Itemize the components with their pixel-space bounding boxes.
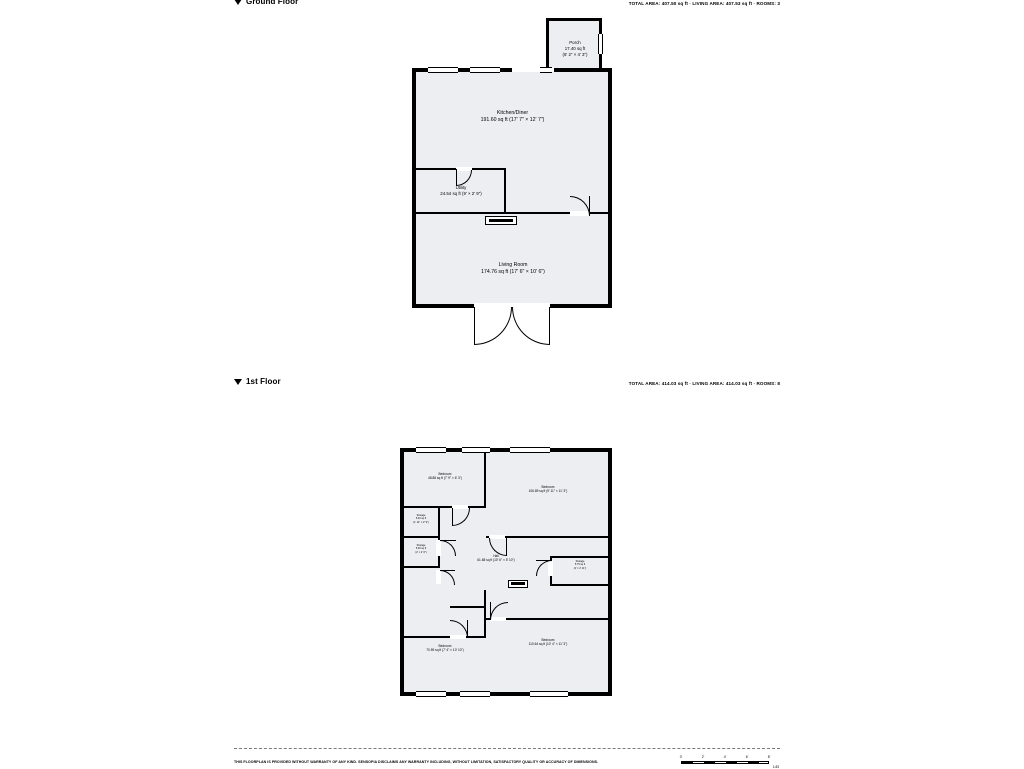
french-door-right-arc [512, 307, 550, 345]
storage-3-dim: (2' × 2' 11") [573, 566, 587, 570]
utility-label: Utility 24.54 sq ft (9' × 2' 9") [440, 185, 482, 196]
first-floor-plan [390, 440, 630, 710]
porch-area: 17.40 sq ft [564, 45, 586, 51]
hall-dim: (10' 6" × 5' 10") [493, 558, 515, 563]
footer-divider [234, 748, 780, 749]
bedroom-2-area: 106.89 sq ft [528, 489, 546, 494]
storage-1-area: 5.40 sq ft [415, 517, 427, 521]
bedroom-3-label: Bedroom 70.59 sq ft (7' 4" × 10' 10") [426, 644, 464, 653]
scale-tick-0: 0' [679, 755, 683, 759]
storage-2-label: Storage 5.00 sq ft (2' × 2' 6") [402, 544, 440, 554]
french-door-right-leaf [549, 307, 550, 345]
french-door-left-arc [474, 307, 512, 345]
bedroom-4-label: Bedroom 110.64 sq ft (10' 4" × 11' 3") [528, 638, 568, 647]
bedroom-2-dim: (9' 11" × 11' 3") [546, 489, 568, 494]
bedroom-1-area: 48.88 sq ft [428, 476, 443, 481]
scale-ratio: 1:83 [772, 765, 779, 769]
first-window-top-1 [416, 447, 446, 453]
first-spine-wall-top [484, 452, 486, 508]
first-wall-storage3-bottom [550, 584, 608, 586]
storage-1-dim: (1' 11" × 2' 9") [413, 520, 429, 524]
storage-3-area: 5.75 sq ft [574, 563, 586, 567]
living-room-label: Living Room 174.76 sq ft (17' 6" × 10' 6") [481, 262, 545, 276]
hall-area: 61.68 sq ft [477, 558, 493, 563]
hall-label: Hall 61.68 sq ft (10' 6" × 5' 10") [477, 554, 515, 563]
ground-wall-right [608, 68, 612, 308]
ground-floor-title: Ground Floor [246, 0, 299, 6]
storage-1-label: Storage 5.40 sq ft (1' 11" × 2' 9") [402, 514, 440, 524]
bed4-door-leaf [490, 602, 491, 620]
storage1-door-leaf [440, 540, 456, 541]
bed3-door-leaf [467, 620, 468, 638]
collapse-triangle-icon[interactable] [234, 0, 242, 5]
scale-tick-2: 4' [723, 755, 727, 759]
first-window-bottom-2 [460, 691, 490, 697]
storage2-door-leaf [440, 570, 455, 571]
storage-2-area: 5.00 sq ft [415, 547, 427, 551]
bedroom-3-area: 70.59 sq ft [426, 648, 442, 653]
kitchen-dim: (17' 7" × 12' 7") [509, 117, 545, 124]
ground-window-top-4 [540, 67, 552, 73]
ground-floor-stats: TOTAL AREA: 407.50 sq ft · LIVING AREA: 407.53 sq ft · ROOMS: 3 [628, 1, 780, 6]
first-wall-storage3-top [550, 556, 608, 558]
scale-bar-graphic [681, 761, 769, 764]
first-wall-bed3-top [404, 636, 486, 638]
bed1-door-leaf [452, 508, 453, 526]
first-stair-run [511, 582, 525, 585]
first-window-top-3 [510, 447, 550, 453]
porch-dim: (6' 2" × 4' 3") [562, 51, 588, 57]
storage-3-label: Storage 5.75 sq ft (2' × 2' 11") [556, 560, 604, 570]
first-floor-stats: TOTAL AREA: 414.03 sq ft · LIVING AREA: 414.03 sq ft · ROOMS: 8 [628, 381, 780, 386]
bedroom-1-dim: (7' 9" × 6' 3") [443, 476, 462, 481]
bedroom-2-label: Bedroom 106.89 sq ft (9' 11" × 11' 3") [528, 485, 568, 494]
living-dim: (17' 6" × 10' 6") [509, 269, 545, 276]
porch-label: Porch 17.40 sq ft (6' 2" × 4' 3") [540, 40, 610, 58]
first-wall-bed1-bottom [404, 506, 486, 508]
utility-area: 24.54 sq ft [440, 190, 461, 196]
first-window-bottom-3 [530, 691, 568, 697]
storage-2-dim: (2' × 2' 6") [415, 550, 427, 554]
first-floor-header[interactable] [234, 377, 281, 386]
storage3-door-leaf [536, 560, 552, 561]
scale-bar [681, 755, 777, 769]
kitchen-diner-label: Kitchen/Diner 191.60 sq ft (17' 7" × 12' 7") [480, 110, 545, 124]
first-floor-title: 1st Floor [246, 377, 281, 386]
french-door-left-leaf [474, 307, 475, 345]
ground-floor-header[interactable] [234, 0, 298, 6]
first-wall-storage2-bottom [404, 566, 440, 568]
utility-door-leaf [456, 169, 457, 186]
stair-run [489, 219, 513, 222]
bedroom-4-area: 110.64 sq ft [528, 642, 546, 647]
disclaimer-text: THIS FLOORPLAN IS PROVIDED WITHOUT WARRANTY OF ANY KIND. SENSOPIA DISCLAIMS ANY WARRANTY INCLUDING, WITHOUT LIMITATION, SATISFACTORY QUALITY OR ACCURACY OF DIMENSIONS. [234, 760, 599, 764]
scale-tick-4: 8' [767, 755, 771, 759]
first-wall-storage1-bottom [404, 536, 440, 538]
kitchen-area: 191.60 sq ft [480, 117, 508, 124]
first-spine-wall-mid [484, 590, 486, 638]
bedroom-3-dim: (7' 4" × 10' 10") [442, 648, 464, 653]
first-wall-hall-left [450, 606, 486, 608]
first-window-bottom-1 [416, 691, 446, 697]
ground-floor-plan [400, 10, 630, 360]
scale-tick-3: 6' [745, 755, 749, 759]
bedroom-4-dim: (10' 4" × 11' 3") [545, 642, 568, 647]
first-wall-right [608, 448, 612, 696]
utility-wall-right [504, 168, 506, 214]
living-door-leaf [589, 196, 590, 216]
scale-tick-1: 2' [701, 755, 705, 759]
utility-dim: (9' × 2' 9") [462, 190, 482, 196]
living-area: 174.76 sq ft [481, 269, 509, 276]
ground-window-top-1 [428, 67, 458, 73]
bedroom-1-label: Bedroom 48.88 sq ft (7' 9" × 6' 3") [428, 472, 462, 481]
collapse-triangle-icon-first[interactable] [234, 379, 242, 385]
ground-window-top-2 [470, 67, 500, 73]
